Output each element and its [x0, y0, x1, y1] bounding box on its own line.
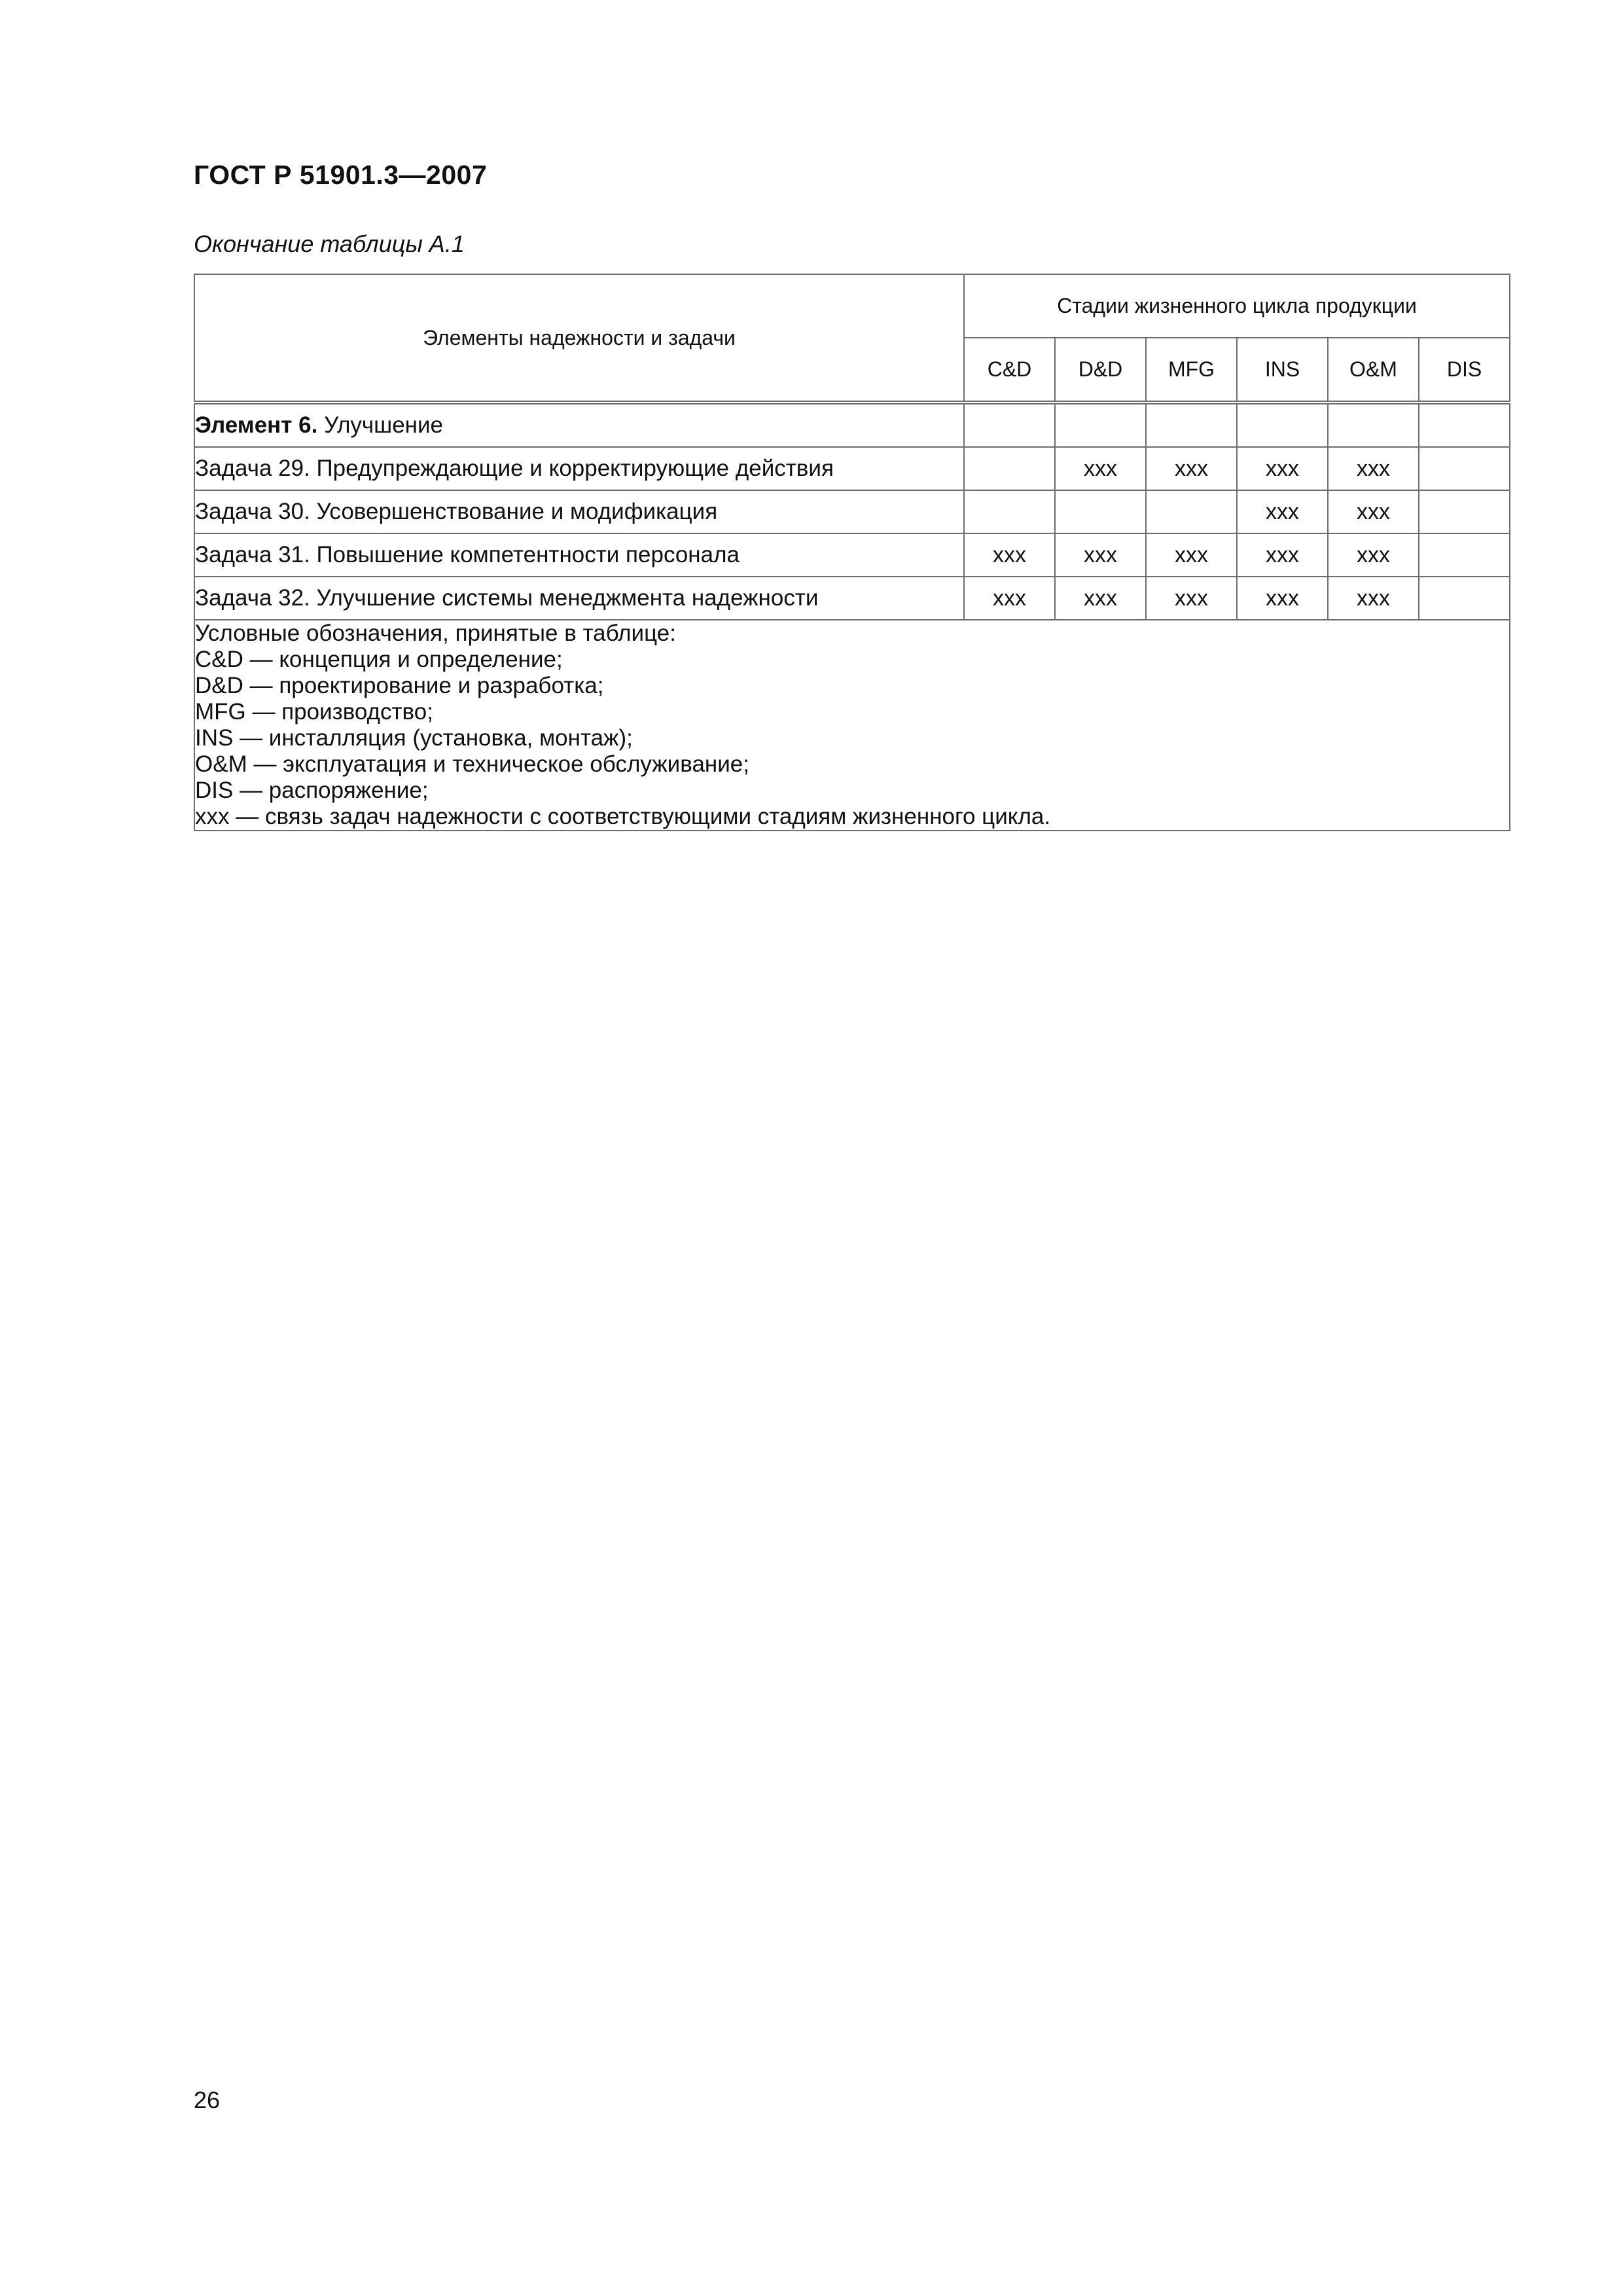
header-elements-and-tasks: Элементы надежности и задачи — [194, 274, 964, 403]
mark-cell: xxx — [1328, 490, 1419, 533]
task-label: Задача 32. Улучшение системы менеджмента надежности — [194, 577, 964, 620]
lifecycle-table — [194, 274, 1510, 831]
mark-cell — [1419, 447, 1510, 490]
document-header: ГОСТ Р 51901.3—2007 — [194, 160, 488, 190]
mark-cell: xxx — [1146, 577, 1237, 620]
mark-cell — [964, 403, 1055, 447]
table-row — [194, 577, 1510, 620]
mark-cell — [964, 490, 1055, 533]
element-6-label — [194, 403, 964, 447]
mark-cell: xxx — [1237, 533, 1328, 577]
header-stage-ins: INS — [1237, 338, 1328, 403]
mark-cell: xxx — [1328, 447, 1419, 490]
note-line: O&M — эксплуатация и техническое обслуживание; — [195, 751, 749, 777]
table-row-element-6 — [194, 403, 1510, 447]
mark-cell — [1419, 490, 1510, 533]
mark-cell: xxx — [964, 577, 1055, 620]
mark-cell — [1237, 403, 1328, 447]
mark-cell — [1055, 403, 1146, 447]
table-caption: Окончание таблицы А.1 — [194, 230, 465, 257]
note-line: xxx — связь задач надежности с соответствующими стадиям жизненного цикла. — [195, 804, 1051, 829]
table-notes-row — [194, 620, 1510, 831]
mark-cell: xxx — [1055, 533, 1146, 577]
note-line: D&D — проектирование и разработка; — [195, 673, 604, 698]
task-label: Задача 29. Предупреждающие и корректирующие действия — [194, 447, 964, 490]
table-row — [194, 447, 1510, 490]
page-number: 26 — [194, 2087, 221, 2113]
mark-cell: xxx — [1328, 577, 1419, 620]
header-stage-dd: D&D — [1055, 338, 1146, 403]
mark-cell — [964, 447, 1055, 490]
mark-cell — [1146, 490, 1237, 533]
table-row — [194, 490, 1510, 533]
mark-cell — [1328, 403, 1419, 447]
header-stage-cd: C&D — [964, 338, 1055, 403]
mark-cell — [1419, 533, 1510, 577]
mark-cell: xxx — [1055, 447, 1146, 490]
mark-cell — [1055, 490, 1146, 533]
mark-cell: xxx — [1146, 533, 1237, 577]
element-6-title: Улучшение — [317, 412, 444, 438]
mark-cell: xxx — [964, 533, 1055, 577]
mark-cell — [1146, 403, 1237, 447]
mark-cell: xxx — [1328, 533, 1419, 577]
task-label: Задача 30. Усовершенствование и модификация — [194, 490, 964, 533]
mark-cell — [1419, 577, 1510, 620]
mark-cell: xxx — [1237, 447, 1328, 490]
header-lifecycle-stages: Стадии жизненного цикла продукции — [964, 274, 1510, 338]
mark-cell: xxx — [1146, 447, 1237, 490]
table-row — [194, 533, 1510, 577]
mark-cell: xxx — [1237, 490, 1328, 533]
header-stage-mfg: MFG — [1146, 338, 1237, 403]
note-line: INS — инсталляция (установка, монтаж); — [195, 725, 633, 751]
task-label: Задача 31. Повышение компетентности персонала — [194, 533, 964, 577]
element-6-number: Элемент 6. — [195, 412, 318, 438]
note-line: DIS — распоряжение; — [195, 778, 429, 803]
mark-cell: xxx — [1237, 577, 1328, 620]
note-line: C&D — концепция и определение; — [195, 647, 563, 672]
table-notes — [194, 620, 1510, 831]
header-stage-om: O&M — [1328, 338, 1419, 403]
mark-cell — [1419, 403, 1510, 447]
notes-title: Условные обозначения, принятые в таблице: — [195, 620, 676, 646]
header-stage-dis: DIS — [1419, 338, 1510, 403]
note-line: MFG — производство; — [195, 699, 433, 725]
mark-cell: xxx — [1055, 577, 1146, 620]
